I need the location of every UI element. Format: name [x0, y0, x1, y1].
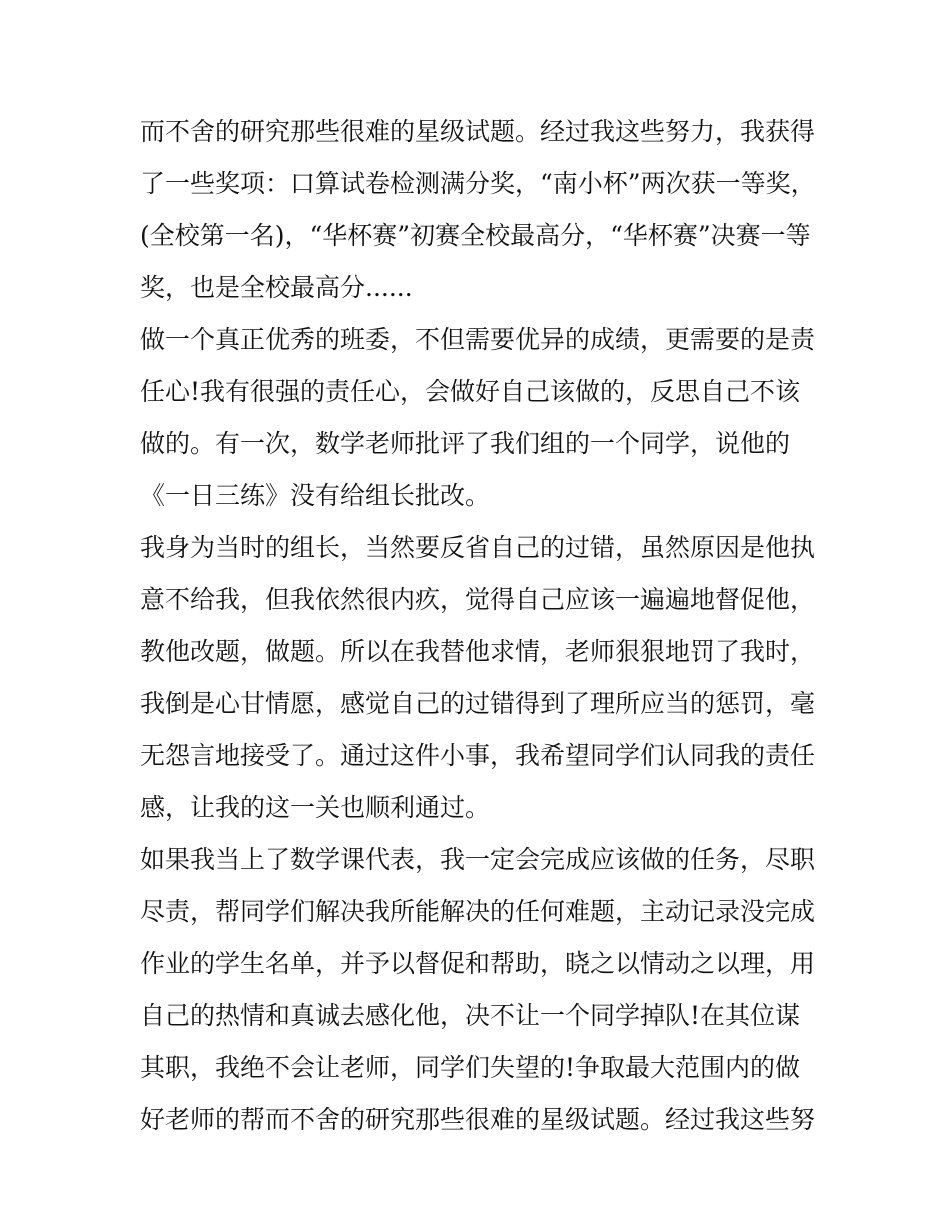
document-body [140, 106, 820, 1146]
text-line: 感，让我的这一关也顺利通过。 [140, 793, 491, 822]
text-line: 了一些奖项：口算试卷检测满分奖，“南小杯”两次获一等奖， [140, 169, 816, 198]
text-line: 自己的热情和真诚去感化他，决不让一个同学掉队!在其位谋 [140, 1001, 801, 1030]
text-line: 作业的学生名单，并予以督促和帮助，晓之以情动之以理，用 [140, 949, 816, 978]
text-line: (全校第一名)，“华杯赛”初赛全校最高分，“华杯赛”决赛一等 [140, 221, 811, 250]
text-line: 其职，我绝不会让老师，同学们失望的!争取最大范围内的做 [140, 1053, 801, 1082]
text-line: 《一日三练》没有给组长批改。 [140, 481, 491, 510]
text-line: 尽责，帮同学们解决我所能解决的任何难题，主动记录没完成 [140, 897, 816, 926]
text-line: 做的。有一次，数学老师批评了我们组的一个同学，说他的 [140, 429, 791, 458]
text-line: 如果我当上了数学课代表，我一定会完成应该做的任务，尽职 [140, 845, 816, 874]
text-line: 教他改题，做题。所以在我替他求情，老师狠狠地罚了我时， [140, 637, 816, 666]
text-line: 任心!我有很强的责任心，会做好自己该做的，反思自己不该 [140, 377, 801, 406]
text-line: 我身为当时的组长，当然要反省自己的过错，虽然原因是他执 [140, 533, 816, 562]
text-line: 无怨言地接受了。通过这件小事，我希望同学们认同我的责任 [140, 741, 816, 770]
text-line: 做一个真正优秀的班委，不但需要优异的成绩，更需要的是责 [140, 325, 816, 354]
text-line: 奖，也是全校最高分...... [140, 273, 413, 302]
text-line: 意不给我，但我依然很内疚，觉得自己应该一遍遍地督促他， [140, 585, 816, 614]
text-line: 而不舍的研究那些很难的星级试题。经过我这些努力，我获得 [140, 117, 816, 146]
text-line: 我倒是心甘情愿，感觉自己的过错得到了理所应当的惩罚，毫 [140, 689, 816, 718]
text-line: 好老师的帮而不舍的研究那些很难的星级试题。经过我这些努 [140, 1105, 816, 1134]
